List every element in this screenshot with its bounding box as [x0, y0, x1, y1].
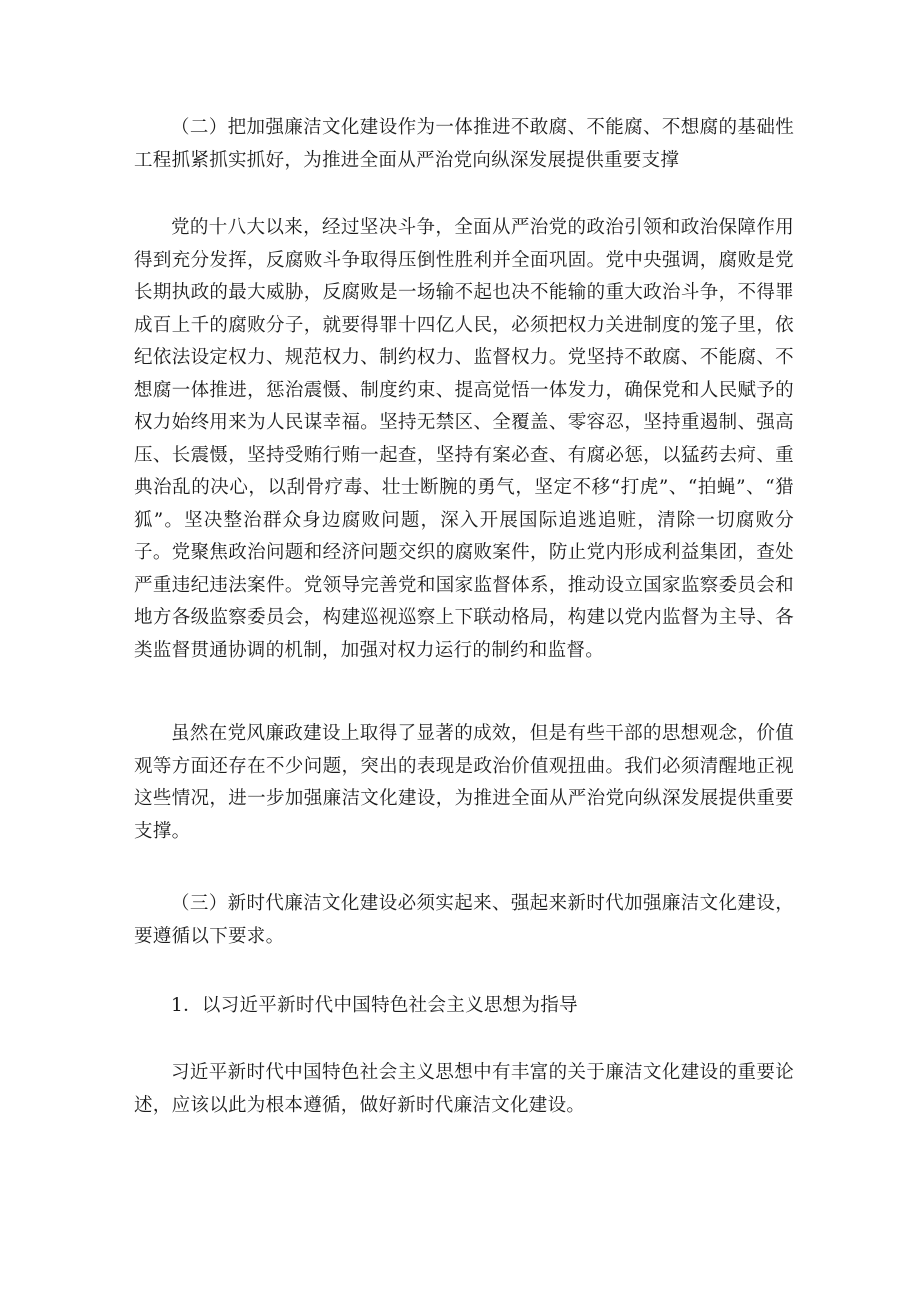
section-heading-3: （三）新时代廉洁文化建设必须实起来、强起来新时代加强廉洁文化建设，要遵循以下要求。 — [134, 893, 794, 947]
section-heading-2: （二）把加强廉洁文化建设作为一体推进不敢腐、不能腐、不想腐的基础性工程抓紧抓实抓好，为推进全面从严治党向纵深发展提供重要支撑 — [134, 117, 794, 171]
body-paragraph-1: 党的十八大以来，经过坚决斗争，全面从严治党的政治引领和政治保障作用得到充分发挥，反腐败斗争取得压倒性胜利并全面巩固。党中央强调，腐败是党长期执政的最大威胁，反腐败是一场输不起也决不能输的重大政治斗争，不得罪成百上千的腐败分子，就要得罪十四亿人民，必须把权力关进制度的笼子里，依纪依法设定权力、规范权力、制约权力、监督权力。党坚持不敢腐、不能腐、不想腐一体推进，惩治震慑、制度约束、提高觉悟一体发力，确保党和人民赋予的权力始终用来为人民谋幸福。坚持无禁区、全覆盖、零容忍，坚持重遏制、强高压、长震慑，坚持受贿行贿一起查，坚持有案必查、有腐必惩，以猛药去疴、重典治乱的决心，以刮骨疗毒、壮士断腕的勇气，坚定不移“打虎”、“拍蝇”、“猎狐”。坚决整治群众身边腐败问题，深入开展国际追逃追赃，清除一切腐败分子。党聚焦政治问题和经济问题交织的腐败案件，防止党内形成利益集团，查处严重违纪违法案件。党领导完善党和国家监督体系，推动设立国家监察委员会和地方各级监察委员会，构建巡视巡察上下联动格局，构建以党内监督为主导、各类监督贯通协调的机制，加强对权力运行的制约和监督。 — [134, 217, 794, 661]
numbered-item-1: 1．以习近平新时代中国特色社会主义思想为指导 — [171, 995, 578, 1016]
body-paragraph-3: 习近平新时代中国特色社会主义思想中有丰富的关于廉洁文化建设的重要论述，应该以此为根本遵循，做好新时代廉洁文化建设。 — [134, 1062, 794, 1116]
body-paragraph-2: 虽然在党风廉政建设上取得了显著的成效，但是有些干部的思想观念，价值观等方面还存在不少问题，突出的表现是政治价值观扭曲。我们必须清醒地正视这些情况，进一步加强廉洁文化建设，为推进全面从严治党向纵深发展提供重要支撑。 — [134, 723, 794, 842]
